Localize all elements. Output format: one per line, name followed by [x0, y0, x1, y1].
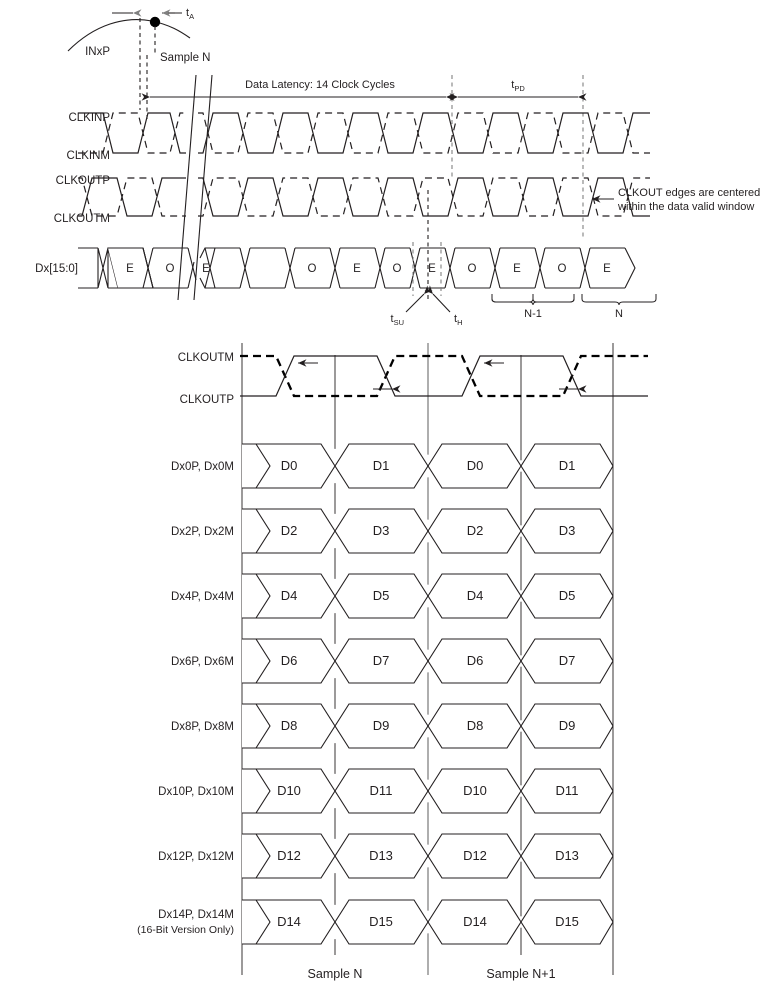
data-cell: D1: [558, 458, 576, 473]
data-rows: [137, 444, 613, 944]
sample-n-annotation: Sample N: [160, 52, 211, 64]
t-a-label: $t_A$: [186, 7, 195, 21]
row-label: Dx2P, Dx2M: [170, 526, 234, 538]
data-cell: D6: [280, 653, 298, 668]
row-label: Dx14P, Dx14M: [158, 909, 234, 921]
data-cell: D3: [558, 523, 576, 538]
brace-label-cur: N: [615, 308, 623, 320]
clkout-bottom-waveform: [240, 356, 648, 396]
data-latency-label: Data Latency: 14 Clock Cycles: [245, 79, 395, 91]
signal-label-clkinp: CLKINP: [68, 112, 110, 124]
data-cell: D5: [372, 588, 390, 603]
bus-cell: E: [353, 263, 361, 275]
clkout-waveform: [78, 178, 650, 216]
signal-label-clkoutm-bottom: CLKOUTM: [177, 352, 234, 364]
row-label: Dx4P, Dx4M: [170, 591, 234, 603]
bus-cell: E: [513, 263, 521, 275]
data-cell: D9: [558, 718, 576, 733]
data-cell: D10: [277, 783, 301, 798]
signal-label-clkoutm: CLKOUTM: [53, 213, 110, 225]
data-row-dx12: [158, 834, 613, 878]
data-row-dx14: [137, 900, 613, 944]
data-row-dx4: [171, 574, 613, 618]
t-su-t-h-markers: [406, 190, 450, 312]
data-cell: D8: [466, 718, 484, 733]
data-cell: D15: [369, 914, 393, 929]
bus-cell: O: [392, 263, 402, 275]
data-cell: D0: [280, 458, 298, 473]
data-cell: D12: [277, 848, 301, 863]
row-label: Dx10P, Dx10M: [158, 786, 234, 798]
data-row-dx8: [171, 704, 613, 748]
data-cell: D11: [369, 783, 393, 798]
row-label: Dx0P, Dx0M: [170, 461, 234, 473]
signal-label-clkoutp-bottom: CLKOUTP: [179, 394, 234, 406]
data-cell: D14: [463, 914, 487, 929]
signal-label-clkoutp: CLKOUTP: [55, 175, 110, 187]
sample-braces: [492, 294, 656, 305]
t-pd-label: $t_{PD}$: [511, 79, 525, 93]
data-cell: D11: [555, 783, 579, 798]
signal-label-inxp: INxP: [85, 46, 110, 58]
clkin-waveform: [78, 113, 650, 153]
data-cell: D7: [372, 653, 390, 668]
data-cell: D13: [555, 848, 579, 863]
t-su-label: $t_{SU}$: [390, 313, 404, 327]
data-cell: D1: [372, 458, 390, 473]
bus-cell: E: [428, 263, 436, 275]
t-h-label: $t_H$: [454, 313, 463, 327]
signal-label-dxbus: Dx[15:0]: [35, 263, 78, 275]
sample-label-n: Sample N: [307, 967, 363, 981]
data-cell: D10: [463, 783, 487, 798]
data-cell: D12: [463, 848, 487, 863]
data-cell: D7: [558, 653, 576, 668]
row-label: Dx12P, Dx12M: [158, 851, 234, 863]
clkout-note-line1: CLKOUT edges are centered: [618, 187, 760, 199]
brace-label-prev: N-1: [524, 308, 542, 320]
data-row-dx0: [171, 444, 613, 488]
data-row-dx2: [171, 509, 613, 553]
bus-cell: O: [467, 263, 477, 275]
clkout-note-line2: within the data valid window: [618, 201, 755, 213]
row-sublabel: (16-Bit Version Only): [137, 924, 234, 936]
data-cell: D2: [280, 523, 298, 538]
data-row-dx10: [158, 769, 613, 813]
data-cell: D4: [466, 588, 484, 603]
data-cell: D5: [558, 588, 576, 603]
data-row-dx6: [171, 639, 613, 683]
row-label: Dx6P, Dx6M: [170, 656, 234, 668]
data-cell: D3: [372, 523, 390, 538]
data-cell: D14: [277, 914, 301, 929]
data-cell: D0: [466, 458, 484, 473]
bus-cell: O: [557, 263, 567, 275]
sample-point-dot: [150, 17, 160, 27]
data-cell: D2: [466, 523, 484, 538]
data-cell: D6: [466, 653, 484, 668]
data-cell: D13: [369, 848, 393, 863]
sample-label-n-plus-1: Sample N+1: [486, 967, 556, 981]
bus-cell: O: [307, 263, 317, 275]
data-cell: D15: [555, 914, 579, 929]
bus-cell: E: [603, 263, 611, 275]
row-label: Dx8P, Dx8M: [170, 721, 234, 733]
data-cell: D4: [280, 588, 298, 603]
signal-label-clkinm: CLKINM: [66, 150, 110, 162]
bus-cell: E: [126, 263, 134, 275]
bus-cell: O: [165, 263, 175, 275]
data-cell: D9: [372, 718, 390, 733]
bus-cell: E: [202, 263, 210, 275]
data-cell: D8: [280, 718, 298, 733]
